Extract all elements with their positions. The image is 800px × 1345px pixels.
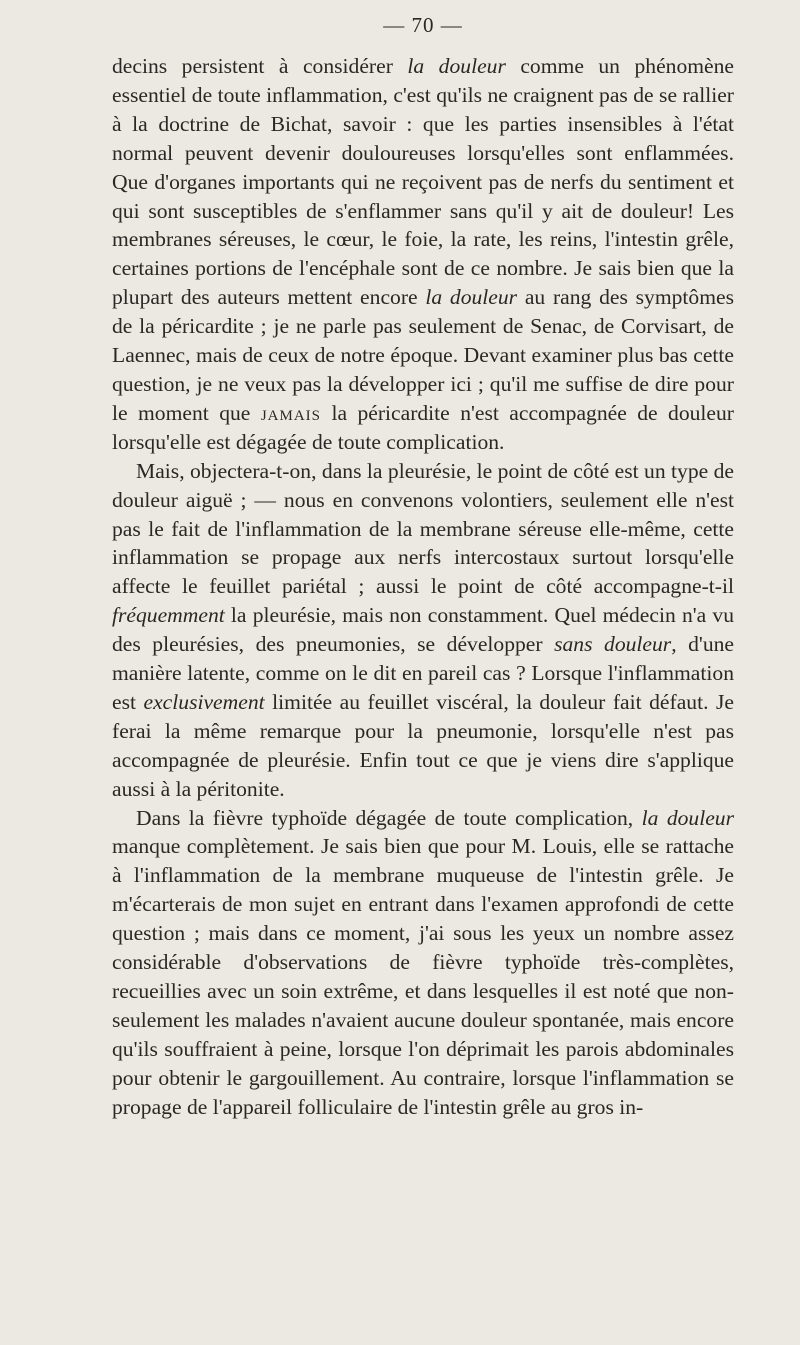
- page-number: — 70 —: [383, 13, 463, 37]
- text-segment: la pleurésie, mais non constamment. Quel médecin n'a vu des pleurésies, des pneumonies, se développer: [112, 603, 734, 657]
- text-segment: Mais, objectera-t-on, dans la pleurésie, le point de côté est un type de douleur aiguë ; — nous en convenons volontiers, seulement elle n'est pas le fait de l'inflammation de la membrane séreuse elle-même, cette inflammation se propage aux nerfs intercostaux surtout lorsqu'elle affecte le feuillet pariétal ; aussi le point de côté accompagne-t-il: [112, 458, 734, 599]
- body-text: [112, 52, 734, 1122]
- italic-text: sans douleur: [554, 632, 672, 657]
- paragraph: [112, 804, 734, 1122]
- text-segment: la péricardite n'est accompagnée de douleur lorsqu'elle est dégagée de toute complication.: [112, 400, 734, 454]
- italic-text: exclusivement: [143, 689, 265, 714]
- text-segment: Dans la fièvre typhoïde dégagée de toute complication,: [136, 805, 642, 830]
- text-segment: , d'une manière latente, comme on le dit en pareil cas ? Lorsque l'inflammation est: [112, 632, 735, 714]
- text-segment: decins persistent à considérer: [112, 54, 408, 78]
- italic-text: la douleur: [641, 805, 734, 830]
- paragraph: [112, 52, 734, 457]
- text-segment: limitée au feuillet viscéral, la douleur fait défaut. Je ferai la même remarque pour la pneumonie, lorsqu'elle n'est pas accompagnée de pleurésie. Enfin tout ce que je viens dire s'applique aussi à la péritonite.: [112, 689, 734, 801]
- smallcaps-text: jamais: [260, 400, 322, 425]
- italic-text: fréquemment: [112, 603, 225, 628]
- paragraph: [112, 457, 734, 804]
- italic-text: la douleur: [407, 54, 506, 78]
- italic-text: la douleur: [425, 285, 518, 310]
- text-segment: manque complètement. Je sais bien que pour M. Louis, elle se rattache à l'inflammation de la membrane muqueuse de l'intestin grêle. Je m'écarterais de mon sujet en entrant dans l'examen approfondi de cette question ; mais dans ce moment, j'ai sous les yeux un nombre assez considérable d'observations de fièvre typhoïde très-complètes, recueillies avec un soin extrême, et dans lesquelles il est noté que non-seulement les malades n'avaient aucune douleur spontanée, mais encore qu'ils souffraient à peine, lorsque l'on déprimait les parois abdominales pour obtenir le gargouillement. Au contraire, lorsque l'inflammation se propage de l'appareil folliculaire de l'intestin grêle au gros in-: [112, 834, 734, 1119]
- text-segment: au rang des symptômes de la péricardite ; je ne parle pas seulement de Senac, de Corvisart, de Laennec, mais de ceux de notre époque. Devant examiner plus bas cette question, je ne veux pas la développer ici ; qu'il me suffise de dire pour le moment que: [112, 285, 734, 425]
- text-segment: comme un phénomène essentiel de toute inflammation, c'est qu'ils ne craignent pas de se rallier à la doctrine de Bichat, savoir : que les parties insensibles à l'état normal peuvent devenir douloureuses lorsqu'elles sont enflammées. Que d'organes importants qui ne reçoivent pas de nerfs du sentiment et qui sont susceptibles de s'enflammer sans qu'il y ait de douleur! Les membranes séreuses, le cœur, le foie, la rate, les reins, l'intestin grêle, certaines portions de l'encéphale sont de ce nombre. Je sais bien que la plupart des auteurs mettent encore: [112, 54, 735, 310]
